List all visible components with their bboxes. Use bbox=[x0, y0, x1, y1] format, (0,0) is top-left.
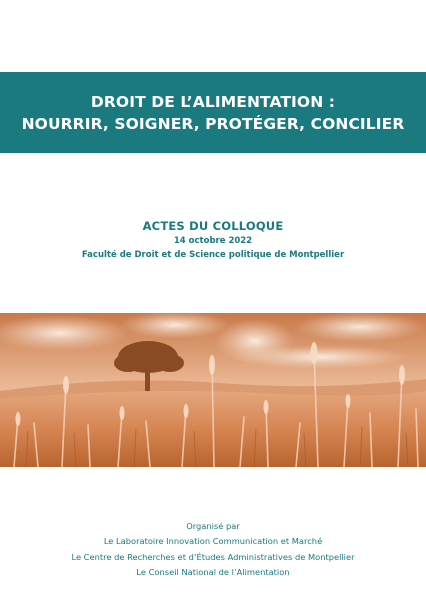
organizer-1: Le Laboratoire Innovation Communication et Marché bbox=[103, 536, 323, 546]
proceedings-heading: ACTES DU COLLOQUE bbox=[142, 219, 284, 233]
title-line-2: NOURRIR, SOIGNER, PROTÉGER, CONCILIER bbox=[21, 114, 405, 133]
wheat-field-photo bbox=[0, 313, 426, 467]
title-line-1: DROIT DE L’ALIMENTATION : bbox=[90, 92, 336, 111]
title-banner bbox=[0, 72, 426, 153]
colloquium-date: 14 octobre 2022 bbox=[173, 236, 253, 246]
colloquium-venue: Faculté de Droit et de Science politique de Montpellier bbox=[81, 250, 345, 260]
organizer-2: Le Centre de Recherches et d’Études Administratives de Montpellier bbox=[71, 552, 355, 562]
wheat-field-illustration bbox=[0, 313, 426, 467]
organized-by-label: Organisé par bbox=[186, 521, 240, 531]
organizer-3: Le Conseil National de l’Alimentation bbox=[136, 567, 290, 577]
